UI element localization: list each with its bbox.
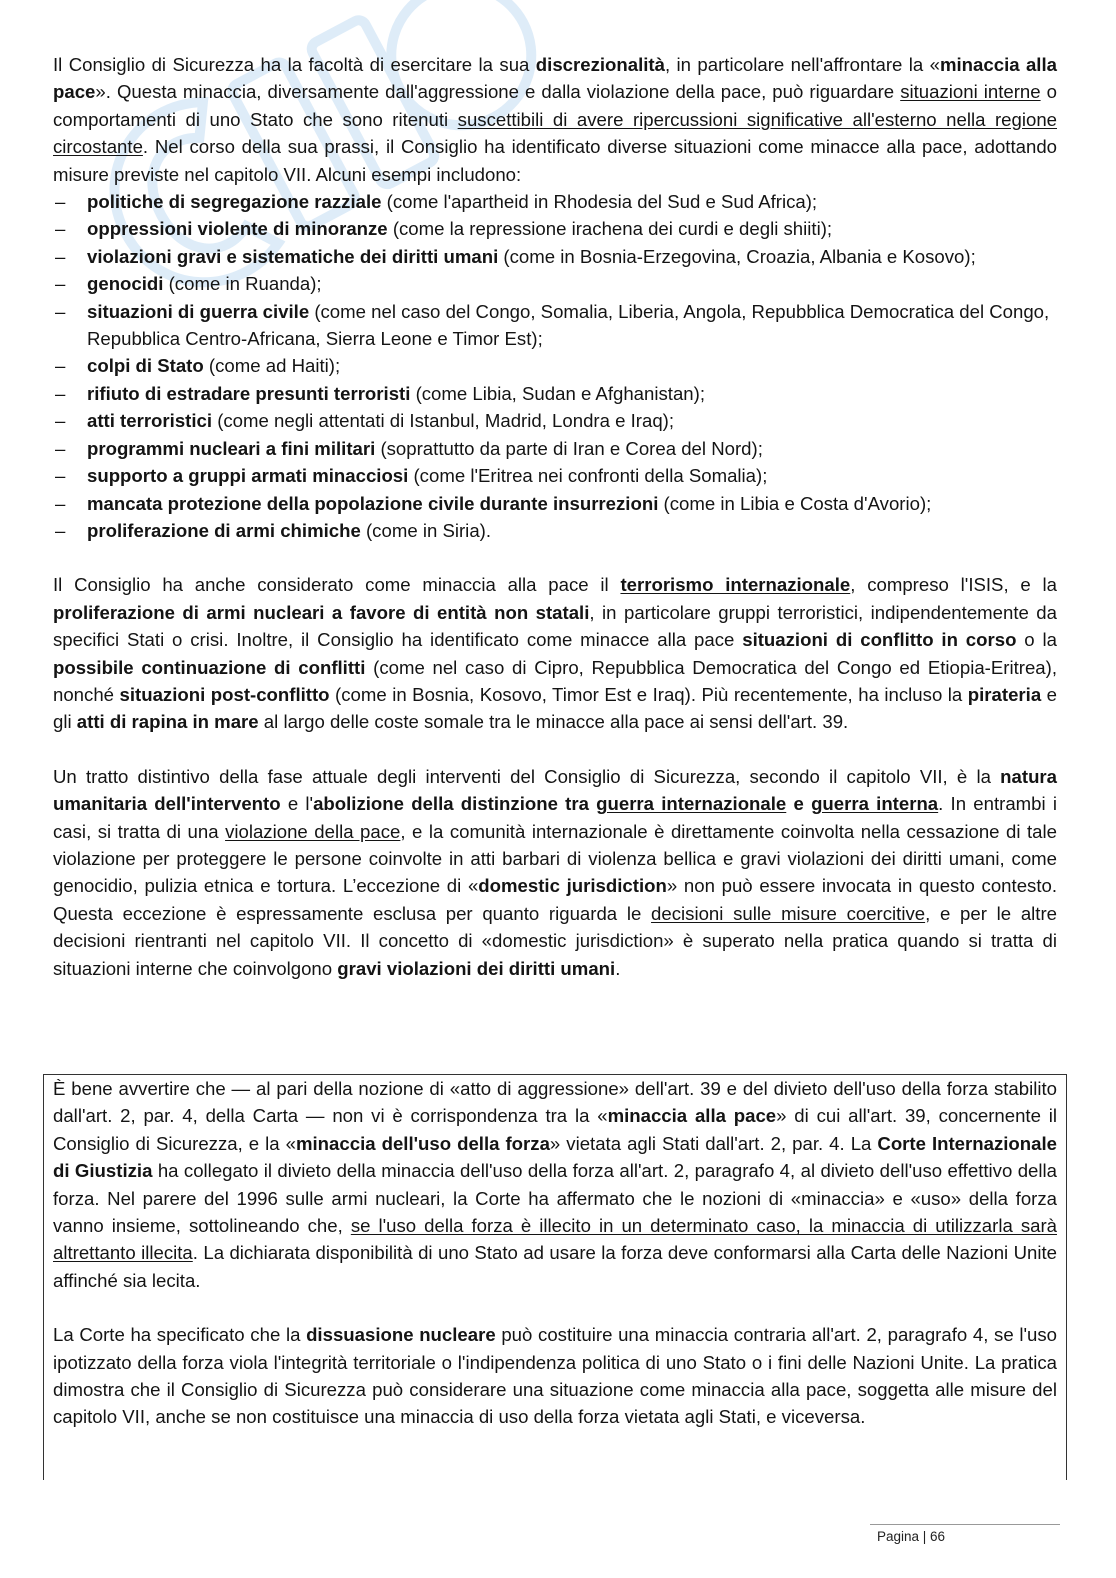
text-run: domestic jurisdiction (478, 875, 667, 897)
text-run: dissuasione nucleare (306, 1324, 496, 1346)
text-run: discrezionalità (535, 54, 665, 75)
list-item (53, 462, 1057, 489)
text-run: (come nel caso del Congo, Somalia, Liberia, Angola, Repubblica Democratica del Congo, Repubblica Centro-Africana, Sierra Leone e Timor Est); (87, 300, 1050, 350)
text-run: (come negli attentati di Istanbul, Madrid, Londra e Iraq); (212, 410, 675, 432)
text-run: e gli (53, 683, 1058, 733)
paragraph-intro (53, 51, 1057, 188)
text-run: (come la repressione irachena dei curdi e degli shiiti); (387, 218, 833, 240)
note-paragraph-2 (53, 1321, 1057, 1431)
text-run: se l'uso della forza è illecito in un determinato caso, la minaccia di utilizzarla sarà altrettanto illecita (53, 1215, 1057, 1264)
text-run: (come ad Haiti); (203, 355, 341, 377)
text-run: (come in Libia e Costa d'Avorio); (658, 492, 932, 514)
text-run: (come l'apartheid in Rhodesia del Sud e Sud Africa); (381, 191, 818, 213)
bullet-dash-icon: – (55, 519, 66, 541)
list-item (53, 270, 1057, 297)
text-run: Il Consiglio ha anche considerato come minaccia alla pace il (53, 574, 621, 596)
text-run: proliferazione di armi chimiche (87, 519, 361, 541)
text-run: guerra interna (811, 793, 939, 815)
text-run: Un tratto distintivo della fase attuale degli interventi del Consiglio di Sicurezza, secondo il capitolo VII, è la (53, 765, 1001, 787)
text-run: al largo delle coste somale tra le minacce alla pace ai sensi dell'art. 39. (258, 711, 849, 733)
text-run: . In entrambi i casi, si tratta di una (53, 793, 1057, 842)
text-run: gravi violazioni dei diritti umani (337, 957, 616, 979)
list-item (53, 188, 1057, 215)
text-run: e l' (280, 793, 314, 815)
text-run: situazioni di conflitto in corso (742, 629, 1017, 651)
text-run: natura umanitaria dell'intervento (53, 765, 1057, 815)
text-run: Corte Internazionale di Giustizia (53, 1132, 1057, 1182)
note-paragraph-1 (53, 1075, 1057, 1294)
text-run (596, 793, 786, 814)
text-run: minaccia dell'uso della forza (295, 1132, 550, 1154)
spacer (53, 544, 1057, 571)
text-run: politiche di segregazione razziale (87, 191, 382, 213)
text-run: colpi di Stato (87, 355, 204, 377)
text-run: » di cui all'art. 39, concernente il Consiglio di Sicurezza, e la « (53, 1105, 1057, 1154)
text-run: o comportamenti di uno Stato che sono ritenuti (53, 81, 1057, 130)
bullet-dash-icon: – (55, 410, 66, 432)
list-item (53, 298, 1057, 353)
spacer (53, 736, 1057, 763)
text-run: decisioni sulle misure coercitive (651, 902, 926, 924)
paragraph-terrorism (53, 571, 1057, 735)
list-item (53, 215, 1057, 242)
text-run: situazioni di guerra civile (87, 300, 310, 322)
threat-examples-list (53, 188, 1057, 544)
paragraph-humanitarian (53, 763, 1057, 982)
text-run: . Nel corso della sua prassi, il Consiglio ha identificato diverse situazioni come minacce alla pace, adottando misure previste nel capitolo VII. Alcuni esempi includono: (53, 136, 1057, 185)
list-item (53, 407, 1057, 434)
text-run: (come in Bosnia, Kosovo, Timor Est e Iraq). Più recentemente, ha incluso la (329, 683, 968, 705)
text-run: » non può essere invocata in questo contesto. Questa eccezione è espressamente esclusa per quanto riguarda le (53, 875, 1058, 924)
text-run: (come in Bosnia-Erzegovina, Croazia, Albania e Kosovo); (498, 245, 976, 267)
text-run: , e per le altre decisioni rientranti nel capitolo VII. Il concetto di «domestic jurisdiction» è superato nella pratica quando si tratta di situazioni interne che coinvolgono (53, 902, 1057, 979)
text-run: suscettibili di avere ripercussioni significative all'esterno nella regione circostante (53, 108, 1057, 158)
text-run: . La dichiarata disponibilità di uno Stato ad usare la forza deve conformarsi alla Carta delle Nazioni Unite affinché sia lecita. (53, 1242, 1057, 1291)
list-item (53, 490, 1057, 517)
main-text (53, 51, 1057, 982)
bullet-dash-icon: – (55, 382, 66, 404)
text-run: mancata protezione della popolazione civile durante insurrezioni (87, 492, 659, 514)
text-run: (come in Siria). (360, 519, 492, 541)
text-run: e (786, 793, 812, 815)
list-item (53, 243, 1057, 270)
footer-divider (870, 1524, 1060, 1525)
text-run: minaccia alla pace (53, 54, 1057, 103)
text-run: può costituire una minaccia contraria all'art. 2, paragrafo 4, se l'uso ipotizzato della forza viola l'integrità territoriale o l'indipendenza politica di uno Stato o i fini delle Nazioni Unite. La pratica dimostra che il Consiglio di Sicurezza può considerare una situazione come minaccia alla pace, soggetta alle misure del capitolo VII, anche se non costituisce una minaccia di uso della forza vietata agli Stati, e viceversa. (53, 1324, 1057, 1428)
text-run: (come l'Eritrea nei confronti della Somalia); (408, 465, 768, 487)
bullet-dash-icon: – (55, 218, 66, 240)
text-run: supporto a gruppi armati minacciosi (87, 465, 409, 487)
list-item (53, 517, 1057, 544)
bullet-dash-icon: – (55, 300, 66, 322)
bullet-dash-icon: – (55, 273, 66, 295)
text-run: possibile continuazione di conflitti (53, 656, 366, 678)
text-run: ha collegato il divieto della minaccia dell'uso della forza all'art. 2, paragrafo 4, al divieto dell'uso effettivo della forza. Nel parere del 1996 sulle armi nucleari, la Corte ha affermato che le nozioni di «minaccia» e «uso» della forza vanno insieme, sottolineando che, (53, 1160, 1057, 1237)
spacer (53, 1294, 1057, 1321)
bullet-dash-icon: – (55, 355, 66, 377)
text-run: violazioni gravi e sistematiche dei diritti umani (87, 245, 499, 267)
text-run: programmi nucleari a fini militari (87, 437, 376, 459)
list-item (53, 352, 1057, 379)
text-run (811, 793, 938, 814)
text-run: La Corte ha specificato che la (53, 1324, 307, 1346)
text-run: pirateria (967, 683, 1042, 705)
text-run: ». Questa minaccia, diversamente dall'aggressione e dalla violazione della pace, può riguardare (95, 81, 901, 103)
text-run: . (615, 957, 621, 979)
list-item (53, 380, 1057, 407)
text-run: genocidi (87, 273, 164, 295)
text-run: o la (1016, 629, 1057, 651)
text-run: (soprattutto da parte di Iran e Corea del Nord); (375, 437, 763, 459)
text-run: minaccia alla pace (607, 1105, 777, 1127)
text-run: , in particolare gruppi terroristici, indipendentemente da specifici Stati o crisi. Inoltre, il Consiglio ha identificato come minacce alla pace (53, 601, 1057, 651)
text-run: , compreso l'ISIS, e la (850, 574, 1057, 596)
note-box (43, 1074, 1067, 1480)
text-run: rifiuto di estradare presunti terroristi (87, 382, 411, 404)
page-number: Pagina | 66 (877, 1529, 946, 1544)
text-run: , in particolare nell'affrontare la « (664, 54, 940, 75)
text-run: proliferazione di armi nucleari a favore di entità non statali (53, 601, 590, 623)
bullet-dash-icon: – (55, 191, 66, 213)
text-run: atti terroristici (87, 410, 213, 432)
bullet-dash-icon: – (55, 245, 66, 267)
text-run: atti di rapina in mare (76, 711, 259, 733)
bullet-dash-icon: – (55, 437, 66, 459)
text-run: (come nel caso di Cipro, Repubblica Democratica del Congo ed Etiopia-Eritrea), nonché (53, 656, 1057, 705)
text-run: violazione della pace (225, 820, 401, 842)
text-run: abolizione della distinzione tra (313, 793, 597, 815)
note-box-content (53, 1075, 1057, 1431)
text-run: situazioni interne (900, 81, 1041, 103)
text-run (620, 574, 850, 595)
bullet-dash-icon: – (55, 465, 66, 487)
text-run: (come in Ruanda); (163, 273, 322, 295)
text-run: , e la comunità internazionale è direttamente coinvolta nella cessazione di tale violazione per proteggere le persone coinvolte in atti barbari di violenza bellica e gravi violazioni dei diritti umani, come genocidio, pulizia etnica e tortura. L’eccezione di « (53, 820, 1057, 897)
text-run: oppressioni violente di minoranze (87, 218, 388, 240)
text-run: (come Libia, Sudan e Afghanistan); (410, 382, 705, 404)
text-run: terrorismo internazionale (620, 574, 851, 596)
bullet-dash-icon: – (55, 492, 66, 514)
text-run: situazioni post-conflitto (119, 683, 330, 705)
text-run: guerra internazionale (596, 793, 787, 815)
list-item (53, 435, 1057, 462)
text-run: » vietata agli Stati dall'art. 2, par. 4. La (549, 1132, 878, 1154)
text-run: Il Consiglio di Sicurezza ha la facoltà di esercitare la sua (53, 54, 536, 75)
text-run: È bene avvertire che — al pari della nozione di «atto di aggressione» dell'art. 39 e del divieto dell'uso della forza stabilito dall'art. 2, par. 4, della Carta — non vi è corrispondenza tra la « (53, 1078, 1057, 1127)
